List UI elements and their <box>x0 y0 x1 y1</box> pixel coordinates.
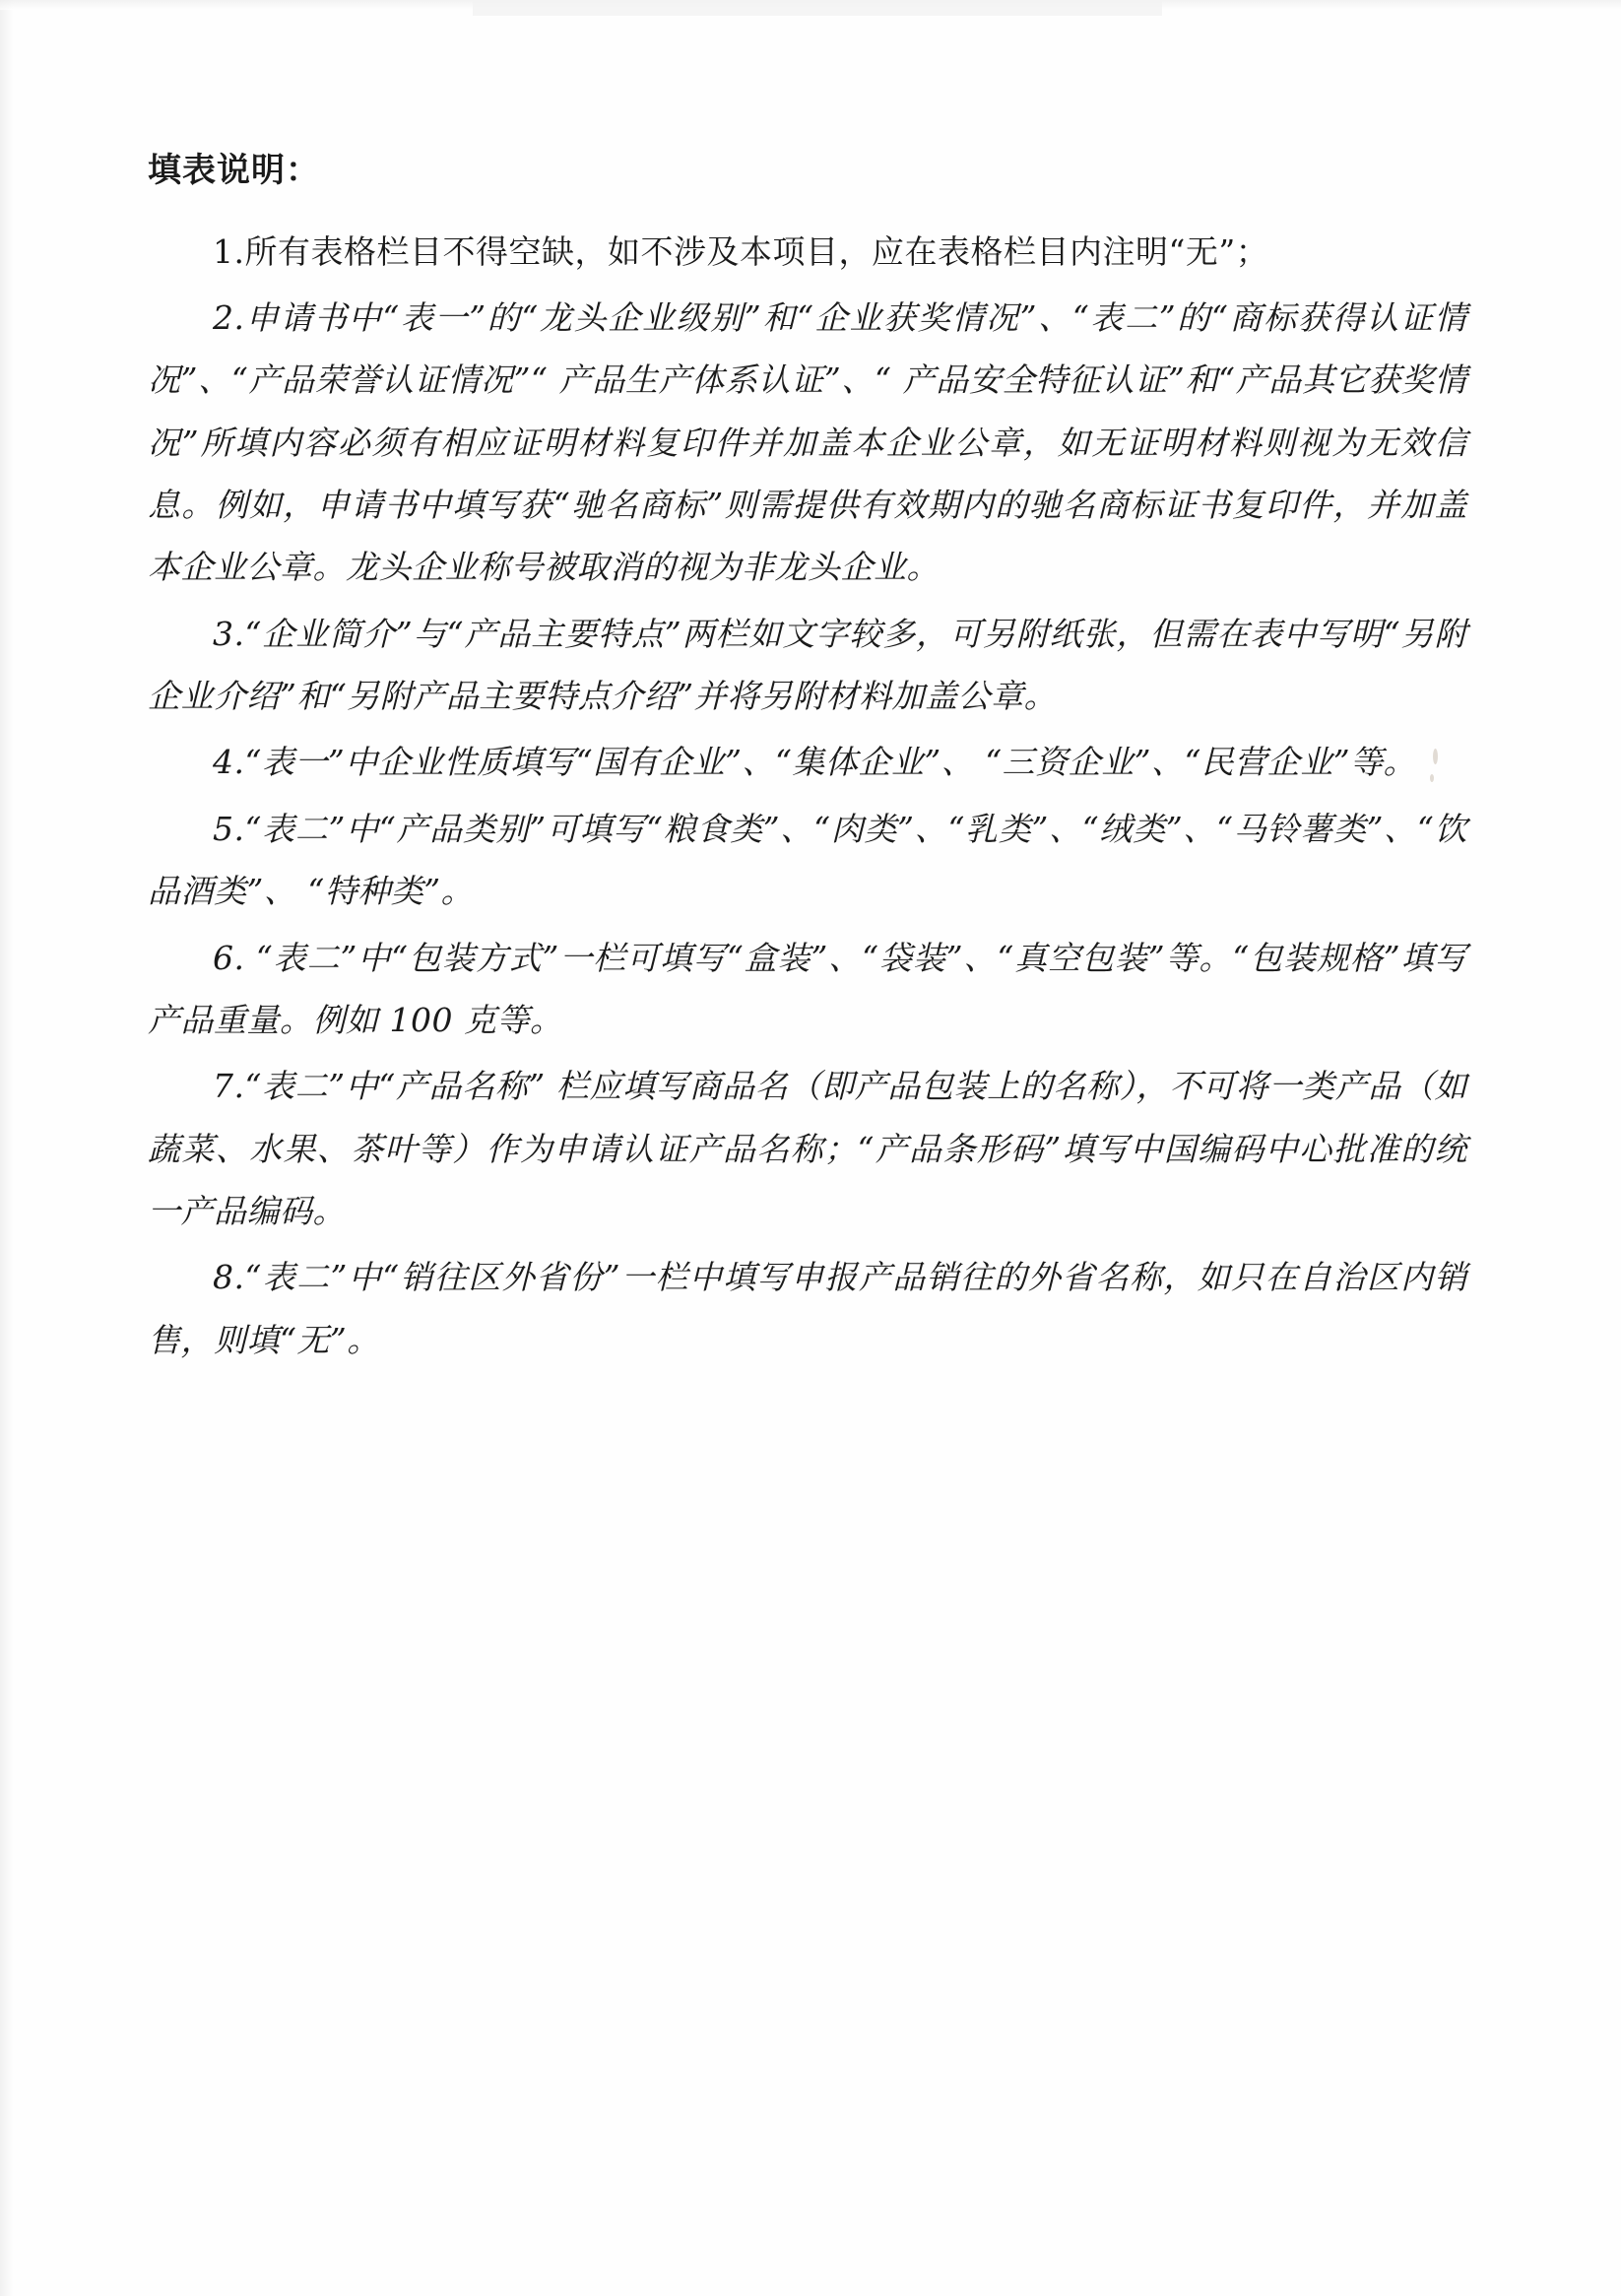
instruction-paragraph-6: 6. “表二”中“包装方式”一栏可填写“盒装”、“袋装”、“真空包装”等。“包装规格”填写产品重量。例如 100 克等。 <box>148 938 1467 1039</box>
instruction-paragraph-2: 2.申请书中“表一”的“龙头企业级别”和“企业获奖情况”、“表二”的“商标获得认证情况”、“产品荣誉认证情况”“ 产品生产体系认证”、“ 产品安全特征认证”和“产品其它获奖情况”所填内容必须有相应证明材料复印件并加盖本企业公章，如无证明材料则视为无效信息。例如，申请书中填写获“驰名商标”则需提供有效期内的驰名商标证书复印件，并加盖本企业公章。龙头企业称号被取消的视为非龙头企业。 <box>148 297 1467 587</box>
instruction-paragraph-4: 4.“表一”中企业性质填写“国有企业”、“集体企业”、 “三资企业”、“民营企业”等。 <box>213 743 1417 782</box>
scan-top-band <box>473 0 1162 16</box>
document-body <box>148 148 1467 1375</box>
instruction-paragraph-7: 7.“表二”中“产品名称” 栏应填写商品名（即产品包装上的名称），不可将一类产品（如蔬菜、水果、茶叶等）作为申请认证产品名称；“产品条形码”填写中国编码中心批准的统一产品编码。 <box>148 1067 1467 1230</box>
instruction-paragraph-3: 3.“企业简介”与“产品主要特点”两栏如文字较多，可另附纸张，但需在表中写明“另附企业介绍”和“另附产品主要特点介绍”并将另附材料加盖公章。 <box>148 614 1467 716</box>
instruction-paragraph-8: 8.“表二”中“销往区外省份”一栏中填写申报产品销往的外省名称，如只在自治区内销售，则填“无”。 <box>148 1258 1467 1359</box>
instruction-paragraph-1: 1.所有表格栏目不得空缺，如不涉及本项目，应在表格栏目内注明“无”； <box>213 231 1269 271</box>
instruction-paragraph-5: 5.“表二”中“产品类别”可填写“粮食类”、“肉类”、“乳类”、“绒类”、“马铃薯类”、“饮品酒类”、 “特种类”。 <box>148 809 1467 911</box>
page-title: 填表说明： <box>148 151 320 190</box>
scan-edge-shadow-left <box>0 0 14 2296</box>
